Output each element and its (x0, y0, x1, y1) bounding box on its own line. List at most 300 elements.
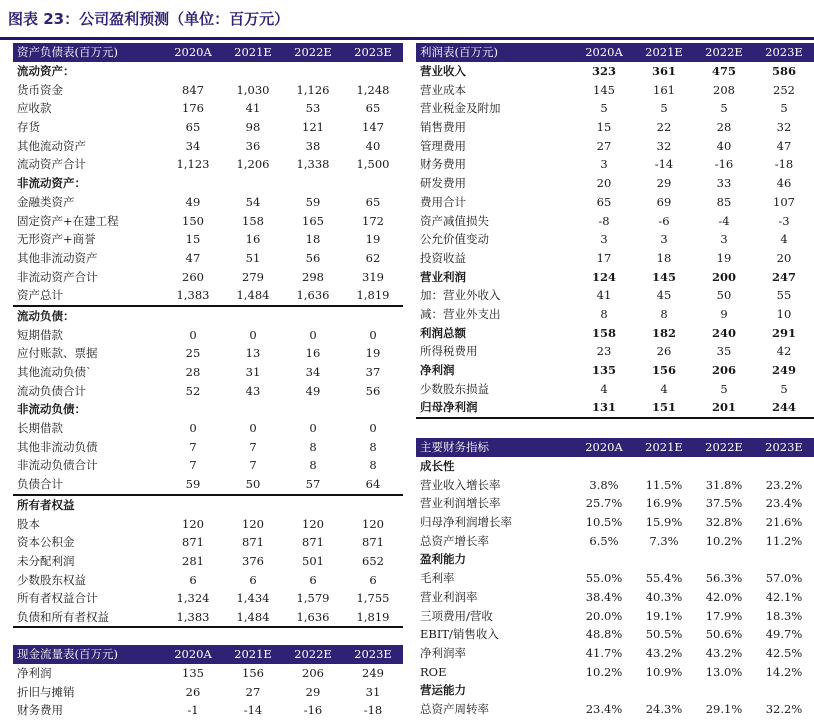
table-header-row (416, 43, 814, 62)
row-value: 27 (596, 138, 612, 153)
table-row (13, 456, 403, 475)
row-label: ROE (420, 664, 447, 679)
row-label: 其他流动负债` (17, 365, 92, 380)
row-value: 31 (245, 365, 261, 380)
row-value: 62 (365, 250, 381, 265)
row-value (694, 550, 754, 569)
row-value (223, 306, 283, 326)
row-value: 5 (780, 381, 788, 396)
row-value: 40 (716, 138, 732, 153)
row-label: 少数股东损益 (420, 381, 489, 396)
row-value: 2021E (223, 645, 283, 664)
row-value: 51 (245, 250, 261, 265)
row-value: 0 (309, 421, 317, 436)
table-row (416, 361, 814, 380)
row-label: 货币资金 (17, 82, 63, 97)
row-label: 财务费用 (420, 157, 466, 172)
table-row (416, 662, 814, 681)
row-value: 42.5% (765, 645, 803, 660)
row-value: 145 (593, 82, 615, 97)
row-label: 股本 (17, 516, 40, 531)
row-value: 2023E (754, 43, 814, 62)
table-row (13, 682, 403, 701)
row-value: 31 (365, 684, 381, 699)
row-value: 49 (305, 383, 321, 398)
row-label: 现金流量表(百万元) (13, 645, 163, 664)
row-value: 17 (596, 250, 612, 265)
row-value: 871 (242, 535, 264, 550)
row-value: 19 (716, 250, 732, 265)
row-value: 1,030 (236, 82, 270, 97)
row-value (634, 457, 694, 476)
row-value: 49.7% (765, 627, 803, 642)
row-label: 净利润 (17, 666, 52, 681)
row-value: 158 (242, 213, 264, 228)
page-title: 图表 23：公司盈利预测（单位：百万元） (8, 10, 290, 28)
row-label: 营业利润 (420, 269, 466, 284)
row-value: 120 (242, 516, 264, 531)
row-label: 负债和所有者权益 (13, 608, 163, 628)
row-label: 流动资产合计 (17, 157, 86, 172)
row-value: 10.2% (705, 533, 743, 548)
row-label: 净利润 (420, 363, 455, 378)
row-label: 非流动资产： (17, 176, 86, 191)
table-row (416, 588, 814, 607)
row-value (163, 62, 223, 81)
balance-sheet-table (13, 43, 403, 628)
row-value (574, 550, 634, 569)
row-label: 营业收入 (420, 64, 466, 79)
row-value: 176 (182, 101, 204, 116)
row-value: 2020A (574, 43, 634, 62)
row-value: 871 (362, 535, 384, 550)
row-value: 206 (711, 363, 736, 378)
row-label: 折旧与摊销 (17, 684, 75, 699)
table-row (13, 62, 403, 81)
row-value: 120 (302, 516, 324, 531)
row-value: -18 (774, 157, 794, 172)
row-value: 7 (189, 439, 197, 454)
table-row (13, 211, 403, 230)
row-value: 25 (185, 346, 201, 361)
row-label: 非流动资产合计 (17, 269, 98, 284)
row-value: 29 (305, 684, 321, 699)
row-label: 净利润率 (420, 645, 466, 660)
row-label: 流动负债合计 (17, 383, 86, 398)
row-value: 4 (780, 232, 788, 247)
row-value: 16 (245, 232, 261, 247)
row-value: -3 (778, 213, 790, 228)
row-value: 65 (365, 194, 381, 209)
table-row (13, 99, 403, 118)
row-label: 资产减值损失 (420, 213, 489, 228)
row-value: 14.2% (765, 664, 803, 679)
row-value: 249 (771, 363, 796, 378)
row-value: 2022E (694, 438, 754, 457)
row-value: 376 (242, 553, 264, 568)
row-value: 32.8% (705, 515, 743, 530)
row-value: 147 (362, 120, 384, 135)
row-value: 40 (365, 138, 381, 153)
row-value: 48.8% (585, 627, 623, 642)
row-value: 1,755 (356, 591, 390, 606)
table-row (13, 552, 403, 571)
row-value: 16.9% (645, 496, 683, 511)
row-label: 非流动负债合计 (17, 458, 98, 473)
row-value (223, 174, 283, 193)
row-value: 4 (600, 381, 608, 396)
row-value: 16 (305, 346, 321, 361)
row-value (163, 306, 223, 326)
row-value (163, 495, 223, 515)
row-value: 0 (369, 421, 377, 436)
row-label: 营业收入增长率 (420, 477, 501, 492)
row-value: 38.4% (585, 589, 623, 604)
row-value (634, 550, 694, 569)
row-value: 1,484 (223, 286, 283, 306)
row-value: 65 (596, 194, 612, 209)
row-value: 2020A (163, 43, 223, 62)
row-value: 47 (776, 138, 792, 153)
table-row (13, 193, 403, 212)
row-value: 5 (660, 101, 668, 116)
row-value: 2022E (283, 43, 343, 62)
row-value: 49 (185, 194, 201, 209)
row-label: 利润表(百万元) (416, 43, 574, 62)
row-value: 20 (776, 250, 792, 265)
row-value: 1,636 (283, 286, 343, 306)
row-value: 22 (656, 120, 672, 135)
row-value: 41 (245, 101, 261, 116)
row-value (574, 457, 634, 476)
row-label: 短期借款 (17, 327, 63, 342)
table-row (416, 305, 814, 324)
row-value: 53 (305, 101, 321, 116)
row-value: 2020A (163, 645, 223, 664)
row-value: 98 (245, 120, 261, 135)
table-row (416, 681, 814, 700)
row-value: 2022E (694, 43, 754, 62)
row-value: 20.0% (585, 608, 623, 623)
table-row (416, 379, 814, 398)
row-value: 10.2% (585, 664, 623, 679)
row-value: 1,484 (223, 608, 283, 628)
row-value: 1,636 (283, 608, 343, 628)
row-value: 107 (773, 194, 795, 209)
row-value: 8 (369, 458, 377, 473)
row-value: -6 (658, 213, 670, 228)
row-value: 1,579 (296, 591, 330, 606)
row-value: 23.2% (765, 477, 803, 492)
row-value: 5 (600, 101, 608, 116)
row-value: 56.3% (705, 571, 743, 586)
table-row (416, 625, 814, 644)
table-row (13, 495, 403, 515)
row-value: 0 (249, 327, 257, 342)
table-row (13, 437, 403, 456)
row-value: 18 (305, 232, 321, 247)
row-value: -8 (598, 213, 610, 228)
row-value: 3 (600, 157, 608, 172)
row-value: 28 (716, 120, 732, 135)
table-row (416, 211, 814, 230)
row-value: 7 (249, 439, 257, 454)
row-value: 54 (245, 194, 261, 209)
row-label: 公允价值变动 (420, 232, 489, 247)
row-value: 34 (305, 365, 321, 380)
row-value: 19 (365, 232, 381, 247)
row-value: 135 (591, 363, 616, 378)
row-value: 1,500 (356, 157, 390, 172)
row-label: 所有者权益 (17, 497, 75, 512)
row-value: 56 (365, 383, 381, 398)
row-value: 281 (182, 553, 204, 568)
table-row (13, 344, 403, 363)
row-value: 29.1% (705, 701, 743, 716)
row-label: 资产总计 (13, 286, 163, 306)
row-value: 10 (776, 306, 792, 321)
row-value: 32 (656, 138, 672, 153)
row-value: 59 (305, 194, 321, 209)
row-value: 2023E (343, 645, 403, 664)
row-label: 归母净利润 (416, 398, 574, 418)
table-row (13, 230, 403, 249)
row-value (163, 174, 223, 193)
table-row (416, 230, 814, 249)
row-value (754, 550, 814, 569)
row-value: 156 (242, 666, 264, 681)
row-label: 管理费用 (420, 138, 466, 153)
table-row (13, 249, 403, 268)
row-label: 金融类资产 (17, 194, 75, 209)
row-label: 营业利润率 (420, 589, 478, 604)
table-row (416, 475, 814, 494)
row-label: 财务费用 (17, 703, 63, 718)
row-label: 投资收益 (420, 250, 466, 265)
table-row (13, 306, 403, 326)
table-row (416, 323, 814, 342)
row-value: 64 (343, 475, 403, 495)
row-value: 206 (302, 666, 324, 681)
row-value: 65 (365, 101, 381, 116)
row-label: 资本公积金 (17, 535, 75, 550)
row-value: 59 (163, 475, 223, 495)
row-label: 少数股东权益 (17, 572, 86, 587)
table-row (13, 155, 403, 174)
row-value (283, 495, 343, 515)
row-value: 57.0% (765, 571, 803, 586)
row-value: 45 (656, 288, 672, 303)
row-value: 3 (720, 232, 728, 247)
table-row (13, 664, 403, 683)
row-value: 1,324 (176, 591, 210, 606)
row-value: 5 (720, 101, 728, 116)
row-label: 三项费用/营收 (420, 608, 493, 623)
row-value (223, 62, 283, 81)
row-value: 47 (185, 250, 201, 265)
row-label: 其他流动资产 (17, 138, 86, 153)
row-value: 8 (660, 306, 668, 321)
table-row (13, 608, 403, 628)
table-row (416, 531, 814, 550)
row-value (283, 306, 343, 326)
row-value: 38 (305, 138, 321, 153)
row-value: 24.3% (645, 701, 683, 716)
table-row (416, 174, 814, 193)
row-value: 1,434 (236, 591, 270, 606)
row-value: 52 (185, 383, 201, 398)
row-value: 8 (309, 439, 317, 454)
row-value: 13 (245, 346, 261, 361)
table-row (416, 700, 814, 719)
row-value: 32.2% (765, 701, 803, 716)
row-label: 流动资产： (17, 64, 75, 79)
row-value: 6 (249, 572, 257, 587)
row-label: 主要财务指标 (416, 438, 574, 457)
row-label: 营业成本 (420, 82, 466, 97)
row-value: 29 (656, 176, 672, 191)
table-row (416, 136, 814, 155)
table-row (13, 325, 403, 344)
row-value: 298 (302, 269, 324, 284)
table-row (416, 99, 814, 118)
table-row (416, 569, 814, 588)
row-value: 5 (720, 381, 728, 396)
row-value: 35 (716, 344, 732, 359)
row-value: 50 (716, 288, 732, 303)
row-label: 所得税费用 (420, 344, 478, 359)
row-value (283, 400, 343, 419)
row-value: 2023E (754, 438, 814, 457)
row-value: -1 (187, 703, 199, 718)
row-value: 55.4% (645, 571, 683, 586)
table-row (416, 80, 814, 99)
row-value: 18 (656, 250, 672, 265)
table-row (416, 267, 814, 286)
row-value: 50 (223, 475, 283, 495)
table-row (13, 381, 403, 400)
table-row (13, 533, 403, 552)
row-value (343, 174, 403, 193)
row-value: 161 (653, 82, 675, 97)
row-value: 26 (185, 684, 201, 699)
row-value: 2021E (634, 43, 694, 62)
row-value: 2021E (634, 438, 694, 457)
row-value: 279 (242, 269, 264, 284)
row-value: 21.6% (765, 515, 803, 530)
row-value: 42.1% (765, 589, 803, 604)
row-value (343, 495, 403, 515)
row-value: 1,206 (236, 157, 270, 172)
row-value: 1,338 (296, 157, 330, 172)
row-value: 8 (369, 439, 377, 454)
row-label: 资产负债表(百万元) (13, 43, 163, 62)
financial-ratios-table (416, 438, 814, 718)
row-label: 非流动负债： (17, 402, 86, 417)
row-value: 319 (362, 269, 384, 284)
row-value: 50.5% (645, 627, 683, 642)
row-value: -16 (714, 157, 734, 172)
table-row (416, 286, 814, 305)
table-row (13, 118, 403, 137)
row-value: 0 (249, 421, 257, 436)
row-value: 25.7% (585, 496, 623, 511)
table-row (13, 400, 403, 419)
row-value: 182 (651, 325, 676, 340)
table-header-row (13, 43, 403, 62)
row-label: 总资产周转率 (420, 701, 489, 716)
row-value: 69 (656, 194, 672, 209)
table-row (416, 249, 814, 268)
row-value: 15 (185, 232, 201, 247)
row-value: 31.8% (705, 477, 743, 492)
row-value: 15 (596, 120, 612, 135)
row-label: 无形资产+商誉 (17, 232, 96, 247)
row-value: 27 (245, 684, 261, 699)
row-value: 135 (182, 666, 204, 681)
row-value: -18 (363, 703, 383, 718)
cash-flow-table (13, 645, 403, 720)
table-row (416, 155, 814, 174)
table-row (13, 589, 403, 608)
row-value: 28 (185, 365, 201, 380)
row-value (634, 681, 694, 700)
row-value: 3 (660, 232, 668, 247)
row-value: 11.2% (765, 533, 803, 548)
row-label: 毛利率 (420, 571, 455, 586)
table-row (13, 701, 403, 720)
row-value: 201 (694, 398, 754, 418)
row-label: 营业利润增长率 (420, 496, 501, 511)
row-value: 5 (780, 101, 788, 116)
table-row (13, 174, 403, 193)
row-value (574, 681, 634, 700)
row-label: 固定资产+在建工程 (17, 213, 119, 228)
row-value: 0 (189, 327, 197, 342)
row-value: 42 (776, 344, 792, 359)
row-value: -16 (303, 703, 323, 718)
row-value: 172 (362, 213, 384, 228)
row-value (223, 400, 283, 419)
row-value: 247 (771, 269, 796, 284)
row-value: 871 (182, 535, 204, 550)
row-value: 19.1% (645, 608, 683, 623)
row-value: 34 (185, 138, 201, 153)
row-value: 2023E (343, 43, 403, 62)
row-value: 8 (309, 458, 317, 473)
row-value: 200 (711, 269, 736, 284)
row-value: 240 (711, 325, 736, 340)
row-value: 6 (369, 572, 377, 587)
row-value: -14 (243, 703, 263, 718)
row-value (694, 681, 754, 700)
row-value: 65 (185, 120, 201, 135)
row-value: 7 (249, 458, 257, 473)
row-value: 55.0% (585, 571, 623, 586)
row-label: 所有者权益合计 (17, 591, 98, 606)
row-value: 17.9% (705, 608, 743, 623)
row-value: 7.3% (649, 533, 679, 548)
row-value: 151 (634, 398, 694, 418)
table-row (13, 136, 403, 155)
row-value: 26 (656, 344, 672, 359)
row-value: 121 (302, 120, 324, 135)
row-value (754, 681, 814, 700)
row-value: 50.6% (705, 627, 743, 642)
table-row (13, 570, 403, 589)
row-label: 未分配利润 (17, 553, 75, 568)
row-value: 10.9% (645, 664, 683, 679)
